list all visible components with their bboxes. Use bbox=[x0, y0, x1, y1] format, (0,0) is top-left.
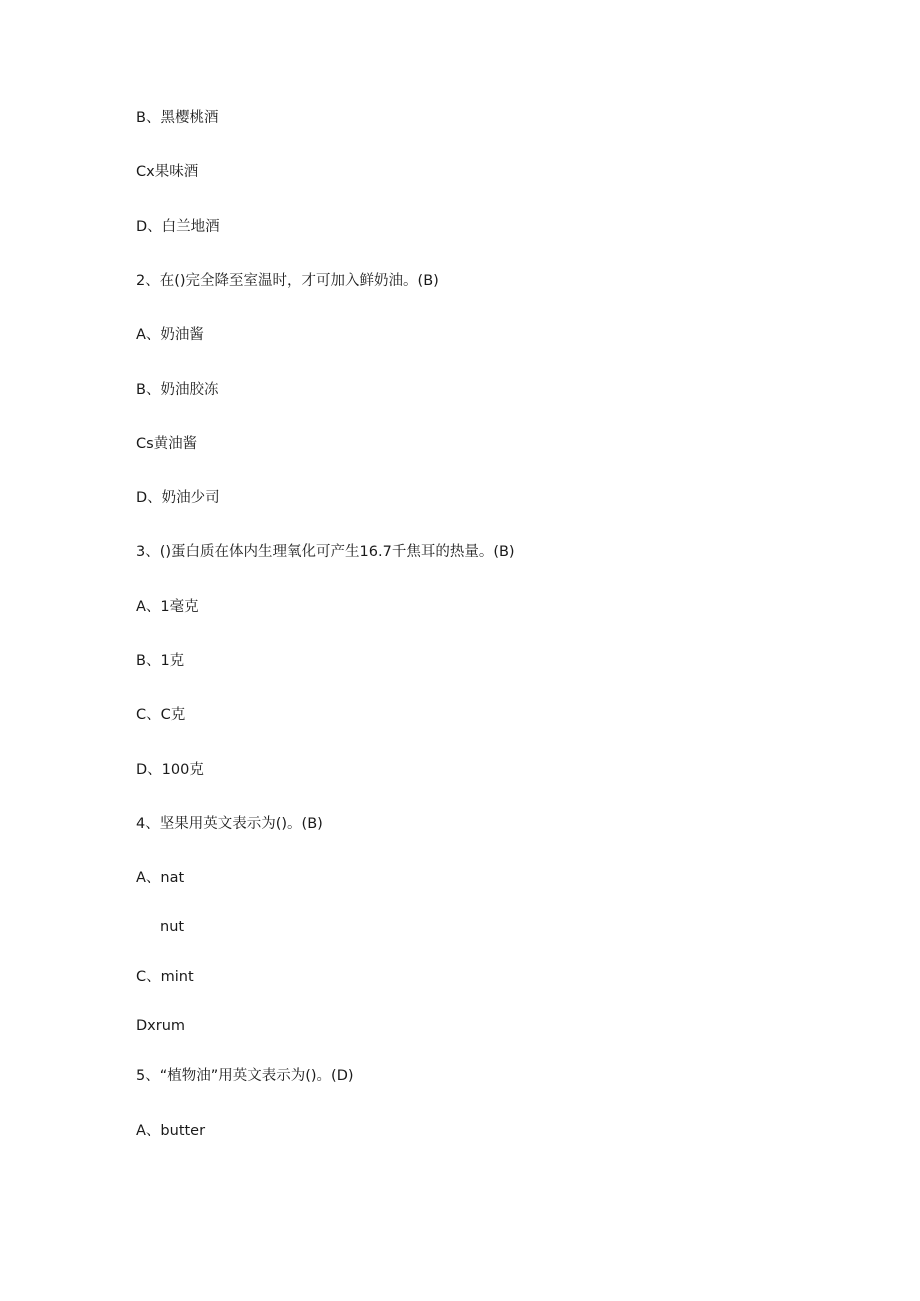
option-c-fruit-liqueur: Cx果味酒 bbox=[136, 164, 199, 180]
q4-option-a: A、nat bbox=[136, 870, 185, 886]
q3-option-d: D、100克 bbox=[136, 762, 204, 778]
question-3: 3、()蛋白质在体内生理氧化可产生16.7千焦耳的热量。(B) bbox=[136, 544, 515, 560]
q4-option-d: Dxrum bbox=[136, 1018, 186, 1034]
q2-option-d: D、奶油少司 bbox=[136, 490, 220, 506]
option-b-black-cherry-liqueur: B、黑樱桃酒 bbox=[136, 110, 219, 126]
q3-option-c: C、C克 bbox=[136, 707, 186, 723]
option-d-brandy: D、白兰地酒 bbox=[136, 219, 220, 235]
question-4: 4、坚果用英文表示为()。(B) bbox=[136, 816, 323, 832]
question-2: 2、在()完全降至室温时，才可加入鲜奶油。(B) bbox=[136, 273, 439, 289]
question-5: 5、“植物油”用英文表示为()。(D) bbox=[136, 1068, 354, 1084]
q4-option-b: nut bbox=[160, 919, 185, 935]
q2-option-b: B、奶油胶冻 bbox=[136, 382, 219, 398]
q3-option-a: A、1毫克 bbox=[136, 599, 199, 615]
q4-option-c: C、mint bbox=[136, 969, 194, 985]
q2-option-c: Cs黄油酱 bbox=[136, 436, 198, 452]
q3-option-b: B、1克 bbox=[136, 653, 185, 669]
q2-option-a: A、奶油酱 bbox=[136, 327, 204, 343]
q5-option-a: A、butter bbox=[136, 1123, 206, 1139]
